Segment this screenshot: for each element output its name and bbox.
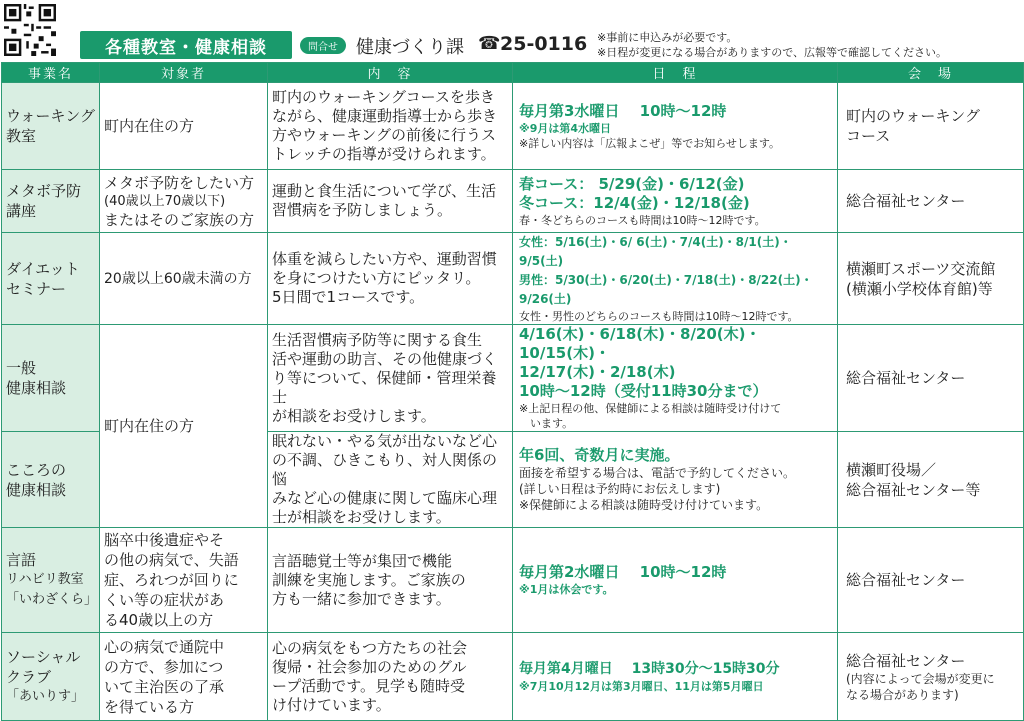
target-audience: 心の病気で通院中 の方で、参加につ いて主治医の了承 を得ている方 [100,633,268,721]
program-content: 眠れない・やる気が出ないなど心 の不調、ひきこもり、対人関係の悩 みなど心の健康に関して臨床心理 士が相談をお受けします。 [268,432,513,528]
program-content: 町内のウォーキングコースを歩き ながら、健康運動指導士から歩き 方やウォーキングの前後に行うス トレッチの指導が受けられます。 [268,83,513,170]
program-schedule: 春コース： 5/29(金)・6/12(金) 冬コース：12/4(金)・12/18(金) 春・冬どちらのコースも時間は10時～12時です。 [513,170,838,233]
header-note: ※日程が変更になる場合がありますので、広報等で確認してください。 [597,46,947,59]
column-header: 対象者 [100,63,268,83]
table-row [2,233,1024,325]
page-title: 各種教室・健康相談 [80,31,292,59]
table-row [2,83,1024,170]
program-venue: 総合福祉センター [838,528,1024,633]
target-audience: 町内在住の方 [100,83,268,170]
qr-code-icon[interactable] [4,4,56,56]
target-audience: 20歳以上60歳未満の方 [100,233,268,325]
program-name: メタボ予防 講座 [2,170,100,233]
program-schedule: 年6回、奇数月に実施。 面接を希望する場合は、電話で予約してください。 (詳しい日程は予約時にお伝えします) ※保健師による相談は随時受け付けています。 [513,432,838,528]
column-header: 会 場 [838,63,1024,83]
program-content: 生活習慣病予防等に関する食生 活や運動の助言、その他健康づく り等について、保健師・管理栄養士 が相談をお受けします。 [268,325,513,432]
program-venue: 総合福祉センター [838,325,1024,432]
program-schedule: 毎月第2水曜日 10時～12時 ※1月は休会です。 [513,528,838,633]
program-schedule: 女性：5/16(土)・6/ 6(土)・7/4(土)・8/1(土)・9/5(土) 男性：5/30(土)・6/20(土)・7/18(土)・8/22(土)・9/26(土) 女性・男性のどちらのコースも時間は10時～12時です。 [513,233,838,325]
inquiry-badge: 問合せ [300,37,346,54]
program-name: こころの 健康相談 [2,432,100,528]
table-row [2,633,1024,721]
phone-number[interactable]: 25-0116 [500,33,588,55]
program-venue: 横瀬町役場／ 総合福祉センター等 [838,432,1024,528]
program-content: 運動と食生活について学び、生活 習慣病を予防しましょう。 [268,170,513,233]
table-row [2,170,1024,233]
program-venue: 町内のウォーキング コース [838,83,1024,170]
program-name: 一般 健康相談 [2,325,100,432]
program-content: 言語聴覚士等が集団で機能 訓練を実施します。ご家族の 方も一緒に参加できます。 [268,528,513,633]
program-schedule: 毎月第3水曜日 10時～12時 ※9月は第4水曜日 ※詳しい内容は「広報よこぜ」等でお知らせします。 [513,83,838,170]
program-venue: 総合福祉センター [838,170,1024,233]
table-header-row [2,63,1024,83]
program-venue: 横瀬町スポーツ交流館 (横瀬小学校体育館)等 [838,233,1024,325]
target-audience: 町内在住の方 [100,325,268,528]
target-audience: メタボ予防をしたい方 (40歳以上70歳以下) またはそのご家族の方 [100,170,268,233]
column-header: 事業名 [2,63,100,83]
program-venue: 総合福祉センター (内容によって会場が変更に なる場合があります) [838,633,1024,721]
program-content: 心の病気をもつ方たちの社会 復帰・社会参加のためのグル ープ活動です。見学も随時受 け付けています。 [268,633,513,721]
page-header [0,0,1024,62]
phone-icon: ☎ [478,33,501,54]
department-name: 健康づくり課 [356,37,464,58]
program-schedule: 4/16(木)・6/18(木)・8/20(木)・10/15(木)・ 12/17(木)・2/18(木) 10時～12時（受付11時30分まで） ※上記日程の他、保健師による相談は随時受け付けて います。 [513,325,838,432]
program-name: ダイエット セミナー [2,233,100,325]
target-audience: 脳卒中後遺症やそ の他の病気で、失語 症、ろれつが回りに くい等の症状があ る40歳以上の方 [100,528,268,633]
table-row [2,325,1024,432]
program-content: 体重を減らしたい方や、運動習慣 を身につけたい方にピッタリ。 5日間で1コースです。 [268,233,513,325]
table-row [2,528,1024,633]
program-schedule: 毎月第4月曜日 13時30分～15時30分 ※7月10月12月は第3月曜日、11月は第5月曜日 [513,633,838,721]
column-header: 日 程 [513,63,838,83]
program-name: ウォーキング 教室 [2,83,100,170]
program-name: ソーシャル クラブ 「あいりす」 [2,633,100,721]
program-table [1,62,1024,721]
header-note: ※事前に申込みが必要です。 [597,31,738,44]
program-name: 言語 リハビリ教室 「いわざくら」 [2,528,100,633]
column-header: 内 容 [268,63,513,83]
